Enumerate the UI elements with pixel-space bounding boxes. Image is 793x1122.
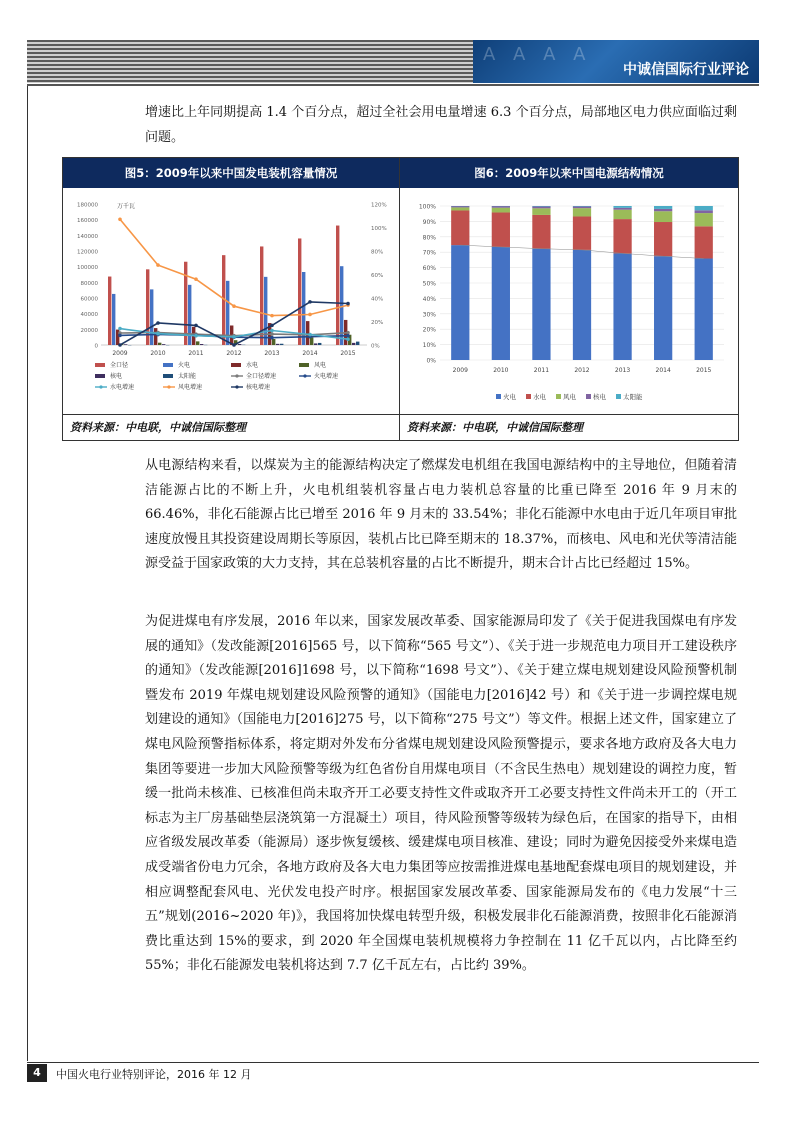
x-tick-label: 2010: [150, 350, 166, 357]
bar-全口径-2014: [298, 238, 301, 345]
bar-核电-2009: [451, 206, 469, 207]
bar-太阳能-2013: [613, 206, 631, 208]
bar-水电-2014: [306, 321, 309, 345]
y-tick-label: 30%: [422, 311, 436, 319]
legend-swatch-太阳能: [616, 394, 621, 399]
y-tick-label: 50%: [422, 280, 436, 288]
bar-水电-2013: [613, 219, 631, 253]
legend-label-风电: 风电: [314, 362, 327, 369]
bar-水电-2014: [654, 222, 672, 256]
left-margin-rule: [27, 86, 28, 1061]
capacity-chart: [67, 192, 397, 410]
x-tick-label: 2014: [302, 350, 318, 357]
legend-label-太阳能: 太阳能: [623, 393, 643, 401]
legend-label-全口径: 全口径: [110, 362, 129, 369]
point-核电增速-2015: [346, 302, 350, 306]
header-decoration: A A A A: [483, 44, 592, 65]
y2-tick-label: 120%: [371, 202, 387, 209]
bar-风电-2013: [272, 339, 275, 345]
legend-swatch-全口径: [95, 363, 105, 367]
legend-swatch-水电: [526, 394, 531, 399]
legend-label-风电: 风电: [563, 393, 576, 401]
paragraph-intro: 增速比上年同期提高 1.4 个百分点，超过全社会用电量增速 6.3 个百分点，局部地区电力供应面临过剩问题。: [145, 105, 737, 145]
point-水电增速-2011: [194, 334, 198, 338]
point-核电增速-2014: [308, 300, 312, 304]
point-火电增速-2013: [270, 336, 274, 340]
y-tick-label: 0%: [426, 357, 436, 365]
bar-火电-2015: [695, 259, 713, 360]
bar-核电-2010: [492, 206, 510, 208]
header-rule: [27, 84, 759, 86]
legend-label-核电: 核电: [110, 373, 123, 380]
bar-水电-2012: [573, 216, 591, 249]
bar-核电-2015: [695, 210, 713, 213]
x-tick-label: 2015: [340, 350, 356, 357]
legend-label-太阳能: 太阳能: [178, 373, 197, 380]
y-tick-label: 60000: [80, 296, 98, 303]
point-核电增速-2009: [118, 343, 122, 347]
figure-6-title: 图6：2009年以来中国电源结构情况: [400, 158, 738, 188]
bar-核电-2012: [238, 344, 241, 345]
bar-全口径-2015: [336, 226, 339, 345]
legend-marker-全口径增速: [235, 374, 238, 377]
x-tick-label: 2013: [264, 350, 280, 357]
y-tick-label: 100%: [418, 203, 436, 211]
x-tick-label: 2012: [574, 367, 590, 374]
figure-5-source: 资料来源：中电联，中诚信国际整理: [63, 414, 399, 440]
bar-核电-2011: [532, 206, 550, 208]
bar-风电-2009: [451, 207, 469, 210]
figure-6: [400, 158, 738, 440]
y2-tick-label: 80%: [371, 249, 384, 256]
y-tick-label: 10%: [422, 342, 436, 350]
y-tick-label: 70%: [422, 249, 436, 257]
bar-风电-2011: [532, 208, 550, 215]
point-风电增速-2009: [118, 217, 122, 221]
point-风电增速-2010: [156, 263, 160, 267]
point-核电增速-2010: [156, 321, 160, 325]
point-水电增速-2014: [308, 333, 312, 337]
bar-太阳能-2015: [695, 206, 713, 210]
x-tick-label: 2014: [655, 367, 671, 374]
legend-label-风电增速: 风电增速: [178, 384, 203, 391]
bar-太阳能-2013: [280, 344, 283, 345]
line-风电增速: [120, 219, 348, 315]
header-banner: [473, 40, 759, 83]
legend-label-核电增速: 核电增速: [246, 384, 271, 391]
y-tick-label: 80%: [422, 234, 436, 242]
x-tick-label: 2012: [226, 350, 242, 357]
point-水电增速-2010: [156, 332, 160, 336]
bar-水电-2011: [532, 215, 550, 249]
figure-6-chart: [406, 192, 736, 410]
bar-核电-2013: [613, 208, 631, 210]
bar-太阳能-2014: [654, 206, 672, 209]
page-header: [27, 40, 759, 83]
point-风电增速-2012: [232, 304, 236, 308]
figure-panel: [62, 157, 739, 441]
bar-火电-2010: [492, 247, 510, 360]
bar-火电-2011: [532, 249, 550, 360]
y2-tick-label: 20%: [371, 320, 384, 326]
bar-核电-2009: [124, 344, 127, 345]
bar-火电-2013: [613, 253, 631, 360]
bar-核电-2013: [276, 344, 279, 345]
bar-全口径-2010: [146, 269, 149, 345]
point-全口径增速-2013: [270, 332, 274, 336]
bar-核电-2010: [162, 344, 165, 345]
bar-火电-2014: [654, 256, 672, 360]
header-stripes: [27, 40, 473, 83]
legend-label-水电: 水电: [533, 393, 546, 401]
y-tick-label: 100000: [77, 265, 98, 272]
footer-rule: [27, 1062, 759, 1063]
legend-label-火电: 火电: [503, 393, 516, 401]
point-水电增速-2009: [118, 327, 122, 331]
legend-swatch-火电: [496, 394, 501, 399]
bar-水电-2009: [451, 210, 469, 245]
legend-marker-水电增速: [99, 385, 102, 388]
y-tick-label: 180000: [77, 202, 98, 209]
legend-marker-风电增速: [167, 385, 170, 388]
bar-核电-2011: [200, 344, 203, 345]
y2-tick-label: 100%: [371, 226, 387, 232]
page-number: 4: [27, 1064, 47, 1082]
legend-label-火电: 火电: [178, 362, 191, 369]
x-tick-label: 2015: [696, 367, 712, 374]
bar-风电-2010: [158, 343, 161, 345]
unit-label: 万千瓦: [117, 203, 136, 210]
y-tick-label: 140000: [77, 233, 98, 240]
x-tick-label: 2009: [452, 367, 468, 374]
x-tick-label: 2009: [112, 350, 128, 357]
legend-swatch-核电: [95, 374, 105, 378]
point-风电增速-2014: [308, 313, 312, 317]
point-水电增速-2012: [232, 335, 236, 339]
legend-marker-火电增速: [303, 374, 306, 377]
legend-swatch-太阳能: [163, 374, 173, 378]
bar-风电-2012: [573, 208, 591, 216]
y2-tick-label: 0%: [371, 343, 380, 350]
figure-5-title: 图5：2009年以来中国发电装机容量情况: [63, 158, 399, 188]
bar-火电-2012: [573, 250, 591, 360]
legend-swatch-水电: [231, 363, 241, 367]
y-tick-label: 20000: [80, 327, 98, 334]
bar-水电-2010: [154, 328, 157, 345]
bar-核电-2012: [573, 206, 591, 208]
y-tick-label: 0: [94, 343, 98, 350]
point-火电增速-2009: [118, 334, 122, 338]
y-tick-label: 120000: [77, 249, 98, 256]
bar-风电-2014: [310, 337, 313, 345]
point-水电增速-2015: [346, 337, 350, 341]
x-tick-label: 2010: [493, 367, 509, 374]
bar-核电-2014: [654, 209, 672, 211]
figure-5-chart: [67, 192, 397, 410]
point-风电增速-2013: [270, 314, 274, 318]
bar-火电-2009: [451, 245, 469, 360]
point-核电增速-2012: [232, 343, 236, 347]
bar-核电-2014: [314, 343, 317, 345]
legend-swatch-火电: [163, 363, 173, 367]
legend-swatch-核电: [586, 394, 591, 399]
y-tick-label: 90%: [422, 218, 436, 226]
bar-风电-2014: [654, 211, 672, 222]
y-tick-label: 160000: [77, 218, 98, 225]
structure-chart: [406, 192, 734, 410]
legend-marker-核电增速: [235, 385, 238, 388]
x-tick-label: 2011: [533, 367, 550, 374]
paragraph-structure: 从电源结构来看，以煤炭为主的能源结构决定了燃煤发电机组在我国电源结构中的主导地位，但随着清洁能源占比的不断上升，火电机组装机容量占电力装机总容量的比重已降至 2016 年 9 月末的 66.46%，非化石能源占比已增至 2016 年 9 月末的 33.54%；非化石能源中水电由于近几年项目审批速度放慢且其投资建设周期长等原因，装机占比已降至期末的 18.37%，而核电、风电和光伏等清洁能源受益于国家政策的大力支持，其在总装机容量的占比不断提升，期末合计占比已经超过 15%。: [145, 458, 737, 572]
y-tick-label: 20%: [422, 326, 436, 334]
y-tick-label: 40%: [422, 295, 436, 303]
legend-label-全口径增速: 全口径增速: [246, 373, 277, 380]
bar-核电-2015: [352, 343, 355, 345]
point-火电增速-2015: [346, 334, 350, 338]
figure-5: [63, 158, 400, 440]
point-水电增速-2013: [270, 329, 274, 333]
bar-水电-2010: [492, 212, 510, 246]
y-tick-label: 40000: [80, 312, 98, 319]
y-tick-label: 80000: [80, 280, 98, 287]
legend-label-水电增速: 水电增速: [110, 384, 135, 391]
bar-太阳能-2015: [356, 342, 359, 345]
footer-text: 中国火电行业特别评论，2016 年 12 月: [56, 1068, 252, 1081]
bar-风电-2015: [695, 213, 713, 226]
point-核电增速-2013: [270, 324, 274, 328]
legend-label-核电: 核电: [593, 393, 606, 401]
y2-tick-label: 60%: [371, 273, 384, 279]
bar-风电-2011: [196, 341, 199, 345]
legend-swatch-风电: [299, 363, 309, 367]
bar-水电-2015: [695, 226, 713, 258]
bar-风电-2013: [613, 210, 631, 219]
header-title: 中诚信国际行业评论: [623, 62, 749, 78]
y-tick-label: 60%: [422, 265, 436, 273]
bar-全口径-2009: [108, 277, 111, 345]
legend-swatch-风电: [556, 394, 561, 399]
legend-label-火电增速: 火电增速: [314, 373, 339, 380]
bar-风电-2010: [492, 208, 510, 213]
bar-太阳能-2014: [318, 343, 321, 345]
bar-火电-2009: [112, 294, 115, 345]
bar-火电-2010: [150, 289, 153, 345]
y2-tick-label: 40%: [371, 296, 384, 303]
legend-label-水电: 水电: [246, 362, 259, 369]
paragraph-policy: 为促进煤电有序发展，2016 年以来，国家发展改革委、国家能源局印发了《关于促进我国煤电有序发展的通知》（发改能源[2016]565 号，以下简称“565 号文”）、《关于进一步规范电力项目开工建设秩序的通知》（发改能源[2016]1698 号，以下简称“1698 号文”）、《关于建立煤电规划建设风险预警机制暨发布 2019 年煤电规划建设风险预警的通知》（国能电力[2016]42 号）和《关于进一步调控煤电规划建设的通知》（国能电力[2016]275 号，以下简称“275 号文”）等文件。根据上述文件，国家建立了煤电风险预警指标体系，将定期对外发布分省煤电规划建设风险预警提示，要求各地方政府及各大电力集团等要进一步加大风险预警等级为红色省份自用煤电项目（不含民生热电）规划建设的调控力度，暂缓一批尚未核准、已核准但尚未取齐开工必要支持性文件或取齐开工必要支持性文件尚未开工的（开工标志为主厂房基础垫层浇筑第一方混凝土）项目，待风险预警等级转为绿色后，在国家的指导下，由相应省级发展改革委（能源局）逐步恢复缓核、缓建煤电项目核准、建设；同时为避免因接受外来煤电造成受端省份电力冗余，各地方政府及各大电力集团等应按需推进煤电基地配套煤电项目的规划建设，并相应调整配套风电、光伏发电投产时序。根据国家发展改革委、国家能源局发布的《电力发展“十三五”规划(2016~2020 年)》，我国将加快煤电转型升级，积极发展非化石能源消费，按照非化石能源消费比重达到 15%的要求，到 2020 年全国煤电装机规模将力争控制在 11 亿千瓦以内，占比降至约 55%；非化石能源发电装机将达到 7.7 亿千瓦左右，占比约 39%。: [145, 614, 737, 974]
point-风电增速-2011: [194, 277, 198, 281]
x-tick-label: 2011: [188, 350, 204, 357]
x-tick-label: 2013: [614, 367, 631, 374]
figure-6-source: 资料来源：中电联，中诚信国际整理: [400, 414, 738, 440]
point-核电增速-2011: [194, 324, 198, 328]
